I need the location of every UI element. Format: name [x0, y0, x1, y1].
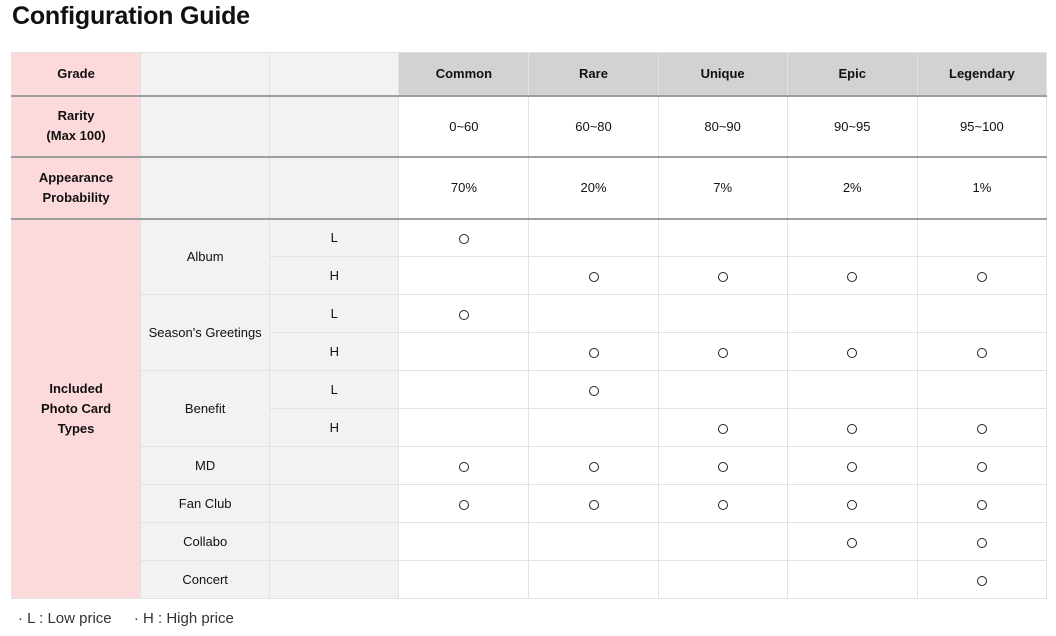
- circle-mark-icon: [977, 576, 987, 586]
- circle-mark-icon: [847, 462, 857, 472]
- circle-mark-icon: [589, 272, 599, 282]
- circle-mark-icon: [977, 538, 987, 548]
- probability-label-cell: [12, 157, 141, 219]
- circle-mark-icon: [459, 462, 469, 472]
- type-row: [12, 295, 1047, 333]
- mark-cell: [399, 447, 529, 485]
- mark-cell: [658, 257, 787, 295]
- mark-cell: [917, 257, 1046, 295]
- mark-cell: [529, 447, 658, 485]
- empty-cell: [270, 157, 399, 219]
- rarity-value: 95~100: [917, 96, 1046, 157]
- circle-mark-icon: [718, 424, 728, 434]
- probability-sublabel: Probability: [42, 189, 110, 205]
- grade-label-cell: [12, 53, 141, 96]
- probability-label: Appearance: [38, 169, 114, 185]
- price-level-cell: H: [270, 257, 399, 295]
- mark-cell: [399, 219, 529, 257]
- circle-mark-icon: [977, 424, 987, 434]
- rarity-label-cell: [12, 96, 141, 157]
- page-title: Configuration Guide: [12, 2, 250, 30]
- mark-cell: [658, 333, 787, 371]
- mark-cell: [787, 295, 917, 333]
- price-level-cell: H: [270, 409, 399, 447]
- legend-low: · L : Low price: [18, 610, 112, 627]
- grade-label: Grade: [57, 65, 95, 81]
- probability-value: 70%: [399, 157, 529, 219]
- price-level-cell: H: [270, 333, 399, 371]
- empty-cell: [141, 53, 270, 96]
- probability-value: 2%: [787, 157, 917, 219]
- empty-cell: [141, 157, 270, 219]
- circle-mark-icon: [589, 462, 599, 472]
- type-row: [12, 561, 1047, 599]
- circle-mark-icon: [847, 272, 857, 282]
- types-label: Included: [49, 380, 103, 396]
- grade-epic: Epic: [787, 53, 917, 96]
- grade-rare: Rare: [529, 53, 658, 96]
- grade-unique: Unique: [658, 53, 787, 96]
- empty-cell: [270, 96, 399, 157]
- mark-cell: [399, 561, 529, 599]
- empty-cell: [270, 53, 399, 96]
- circle-mark-icon: [459, 500, 469, 510]
- price-level-cell: [270, 523, 399, 561]
- types-label: Types: [57, 420, 95, 436]
- category-cell: Benefit: [141, 371, 270, 447]
- rarity-label: Rarity: [57, 108, 95, 123]
- circle-mark-icon: [847, 500, 857, 510]
- legend-high: · H : High price: [133, 610, 234, 627]
- mark-cell: [917, 523, 1046, 561]
- probability-value: 7%: [658, 157, 787, 219]
- circle-mark-icon: [589, 500, 599, 510]
- circle-mark-icon: [589, 348, 599, 358]
- rarity-value: 80~90: [658, 96, 787, 157]
- circle-mark-icon: [459, 310, 469, 320]
- mark-cell: [529, 371, 658, 409]
- mark-cell: [399, 371, 529, 409]
- empty-cell: [141, 96, 270, 157]
- rarity-row: [12, 96, 1047, 157]
- mark-cell: [658, 219, 787, 257]
- mark-cell: [787, 561, 917, 599]
- types-label: Photo Card: [41, 400, 112, 416]
- price-level-cell: [270, 561, 399, 599]
- mark-cell: [399, 257, 529, 295]
- mark-cell: [917, 409, 1046, 447]
- mark-cell: [529, 561, 658, 599]
- probability-value: 1%: [917, 157, 1046, 219]
- circle-mark-icon: [977, 462, 987, 472]
- mark-cell: [787, 523, 917, 561]
- circle-mark-icon: [589, 386, 599, 396]
- price-level-cell: L: [270, 295, 399, 333]
- configuration-table: [11, 52, 1047, 599]
- circle-mark-icon: [459, 234, 469, 244]
- grade-common: Common: [399, 53, 529, 96]
- mark-cell: [917, 447, 1046, 485]
- grade-legendary: Legendary: [917, 53, 1046, 96]
- mark-cell: [529, 523, 658, 561]
- circle-mark-icon: [718, 272, 728, 282]
- types-label-cell: [12, 219, 141, 599]
- rarity-value: 90~95: [787, 96, 917, 157]
- category-cell: Album: [141, 219, 270, 295]
- mark-cell: [529, 333, 658, 371]
- mark-cell: [787, 485, 917, 523]
- type-row: [12, 523, 1047, 561]
- mark-cell: [529, 295, 658, 333]
- mark-cell: [529, 485, 658, 523]
- mark-cell: [658, 447, 787, 485]
- mark-cell: [658, 485, 787, 523]
- circle-mark-icon: [977, 272, 987, 282]
- circle-mark-icon: [977, 500, 987, 510]
- rarity-value: 60~80: [529, 96, 658, 157]
- circle-mark-icon: [977, 348, 987, 358]
- type-row: [12, 371, 1047, 409]
- grade-row: [12, 53, 1047, 96]
- circle-mark-icon: [718, 500, 728, 510]
- probability-value: 20%: [529, 157, 658, 219]
- circle-mark-icon: [718, 462, 728, 472]
- category-cell: Season's Greetings: [141, 295, 270, 371]
- circle-mark-icon: [847, 348, 857, 358]
- mark-cell: [787, 409, 917, 447]
- mark-cell: [399, 333, 529, 371]
- mark-cell: [399, 485, 529, 523]
- price-level-cell: L: [270, 371, 399, 409]
- type-row: [12, 219, 1047, 257]
- type-row: [12, 447, 1047, 485]
- mark-cell: [917, 561, 1046, 599]
- category-cell: MD: [141, 447, 270, 485]
- mark-cell: [529, 409, 658, 447]
- category-cell: Fan Club: [141, 485, 270, 523]
- category-cell: Collabo: [141, 523, 270, 561]
- mark-cell: [917, 371, 1046, 409]
- mark-cell: [658, 561, 787, 599]
- mark-cell: [917, 333, 1046, 371]
- mark-cell: [399, 409, 529, 447]
- mark-cell: [787, 257, 917, 295]
- circle-mark-icon: [847, 538, 857, 548]
- mark-cell: [658, 523, 787, 561]
- mark-cell: [787, 371, 917, 409]
- mark-cell: [529, 257, 658, 295]
- probability-row: [12, 157, 1047, 219]
- mark-cell: [917, 295, 1046, 333]
- mark-cell: [399, 523, 529, 561]
- mark-cell: [658, 295, 787, 333]
- type-row: [12, 485, 1047, 523]
- mark-cell: [917, 219, 1046, 257]
- mark-cell: [529, 219, 658, 257]
- mark-cell: [787, 333, 917, 371]
- rarity-sublabel: (Max 100): [46, 128, 106, 143]
- mark-cell: [787, 219, 917, 257]
- legend: [18, 610, 252, 627]
- mark-cell: [399, 295, 529, 333]
- price-level-cell: [270, 485, 399, 523]
- price-level-cell: [270, 447, 399, 485]
- category-cell: Concert: [141, 561, 270, 599]
- circle-mark-icon: [718, 348, 728, 358]
- mark-cell: [658, 409, 787, 447]
- mark-cell: [787, 447, 917, 485]
- circle-mark-icon: [847, 424, 857, 434]
- rarity-value: 0~60: [399, 96, 529, 157]
- price-level-cell: L: [270, 219, 399, 257]
- mark-cell: [917, 485, 1046, 523]
- mark-cell: [658, 371, 787, 409]
